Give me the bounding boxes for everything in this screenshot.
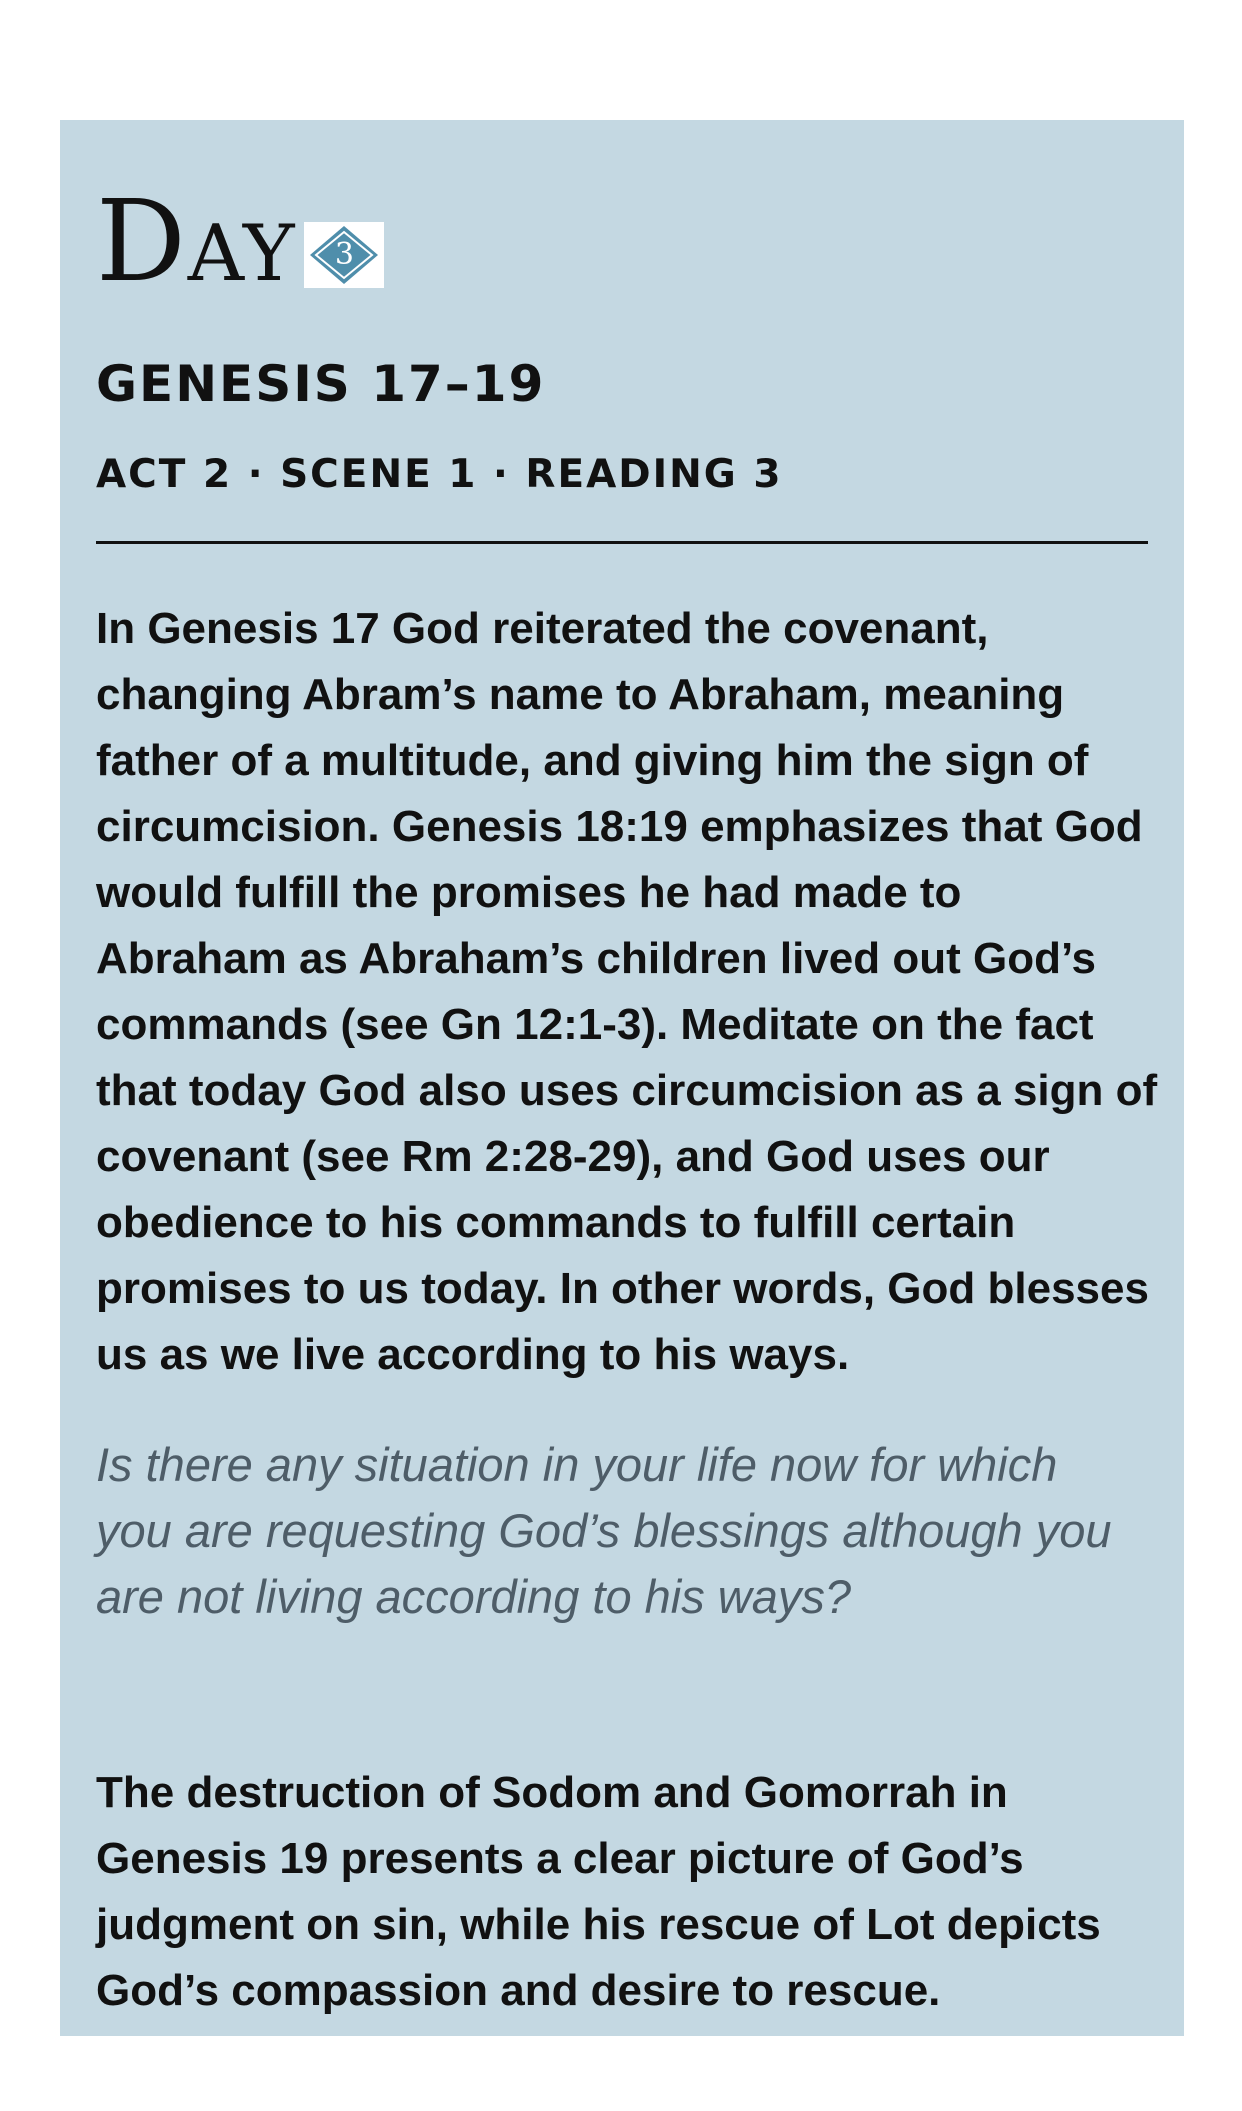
day-number: 3 (334, 237, 355, 272)
day-heading-rest: AY (187, 209, 297, 299)
body-paragraph-2: The destruction of Sodom and Gomorrah in Genesis 19 presents a clear picture of God’s judgment on sin, while his rescue of Lot depicts God’s compassion and desire to rescue. (96, 1768, 1101, 2015)
reflection-question: Is there any situation in your life now for which you are requesting God’s blessings although you are not living according to his ways? (96, 1438, 1112, 1623)
divider (96, 541, 1148, 544)
body-paragraph-1: In Genesis 17 God reiterated the covenant, changing Abram’s name to Abraham, meaning father of a multitude, and giving him the sign of circumcision. Genesis 18:19 emphasizes that God would fulfill the promises he had made to Abraham as Abraham’s children lived out God’s commands (see Gn 12:1-3). Meditate on the fact that today God also uses circumcision as a sign of covenant (see Rm 2:28-29), and God uses our obedience to his commands to fulfill certain promises to us today. In other words, God blesses us as we live according to his ways. (96, 604, 1158, 1379)
day-heading (96, 177, 384, 307)
passage-title: GENESIS 17–19 (96, 355, 546, 413)
reading-panel (60, 120, 1184, 2036)
reading-subtitle: ACT 2 · SCENE 1 · READING 3 (96, 452, 783, 497)
day-heading-initial: D (96, 177, 186, 307)
day-number-badge (304, 222, 384, 288)
